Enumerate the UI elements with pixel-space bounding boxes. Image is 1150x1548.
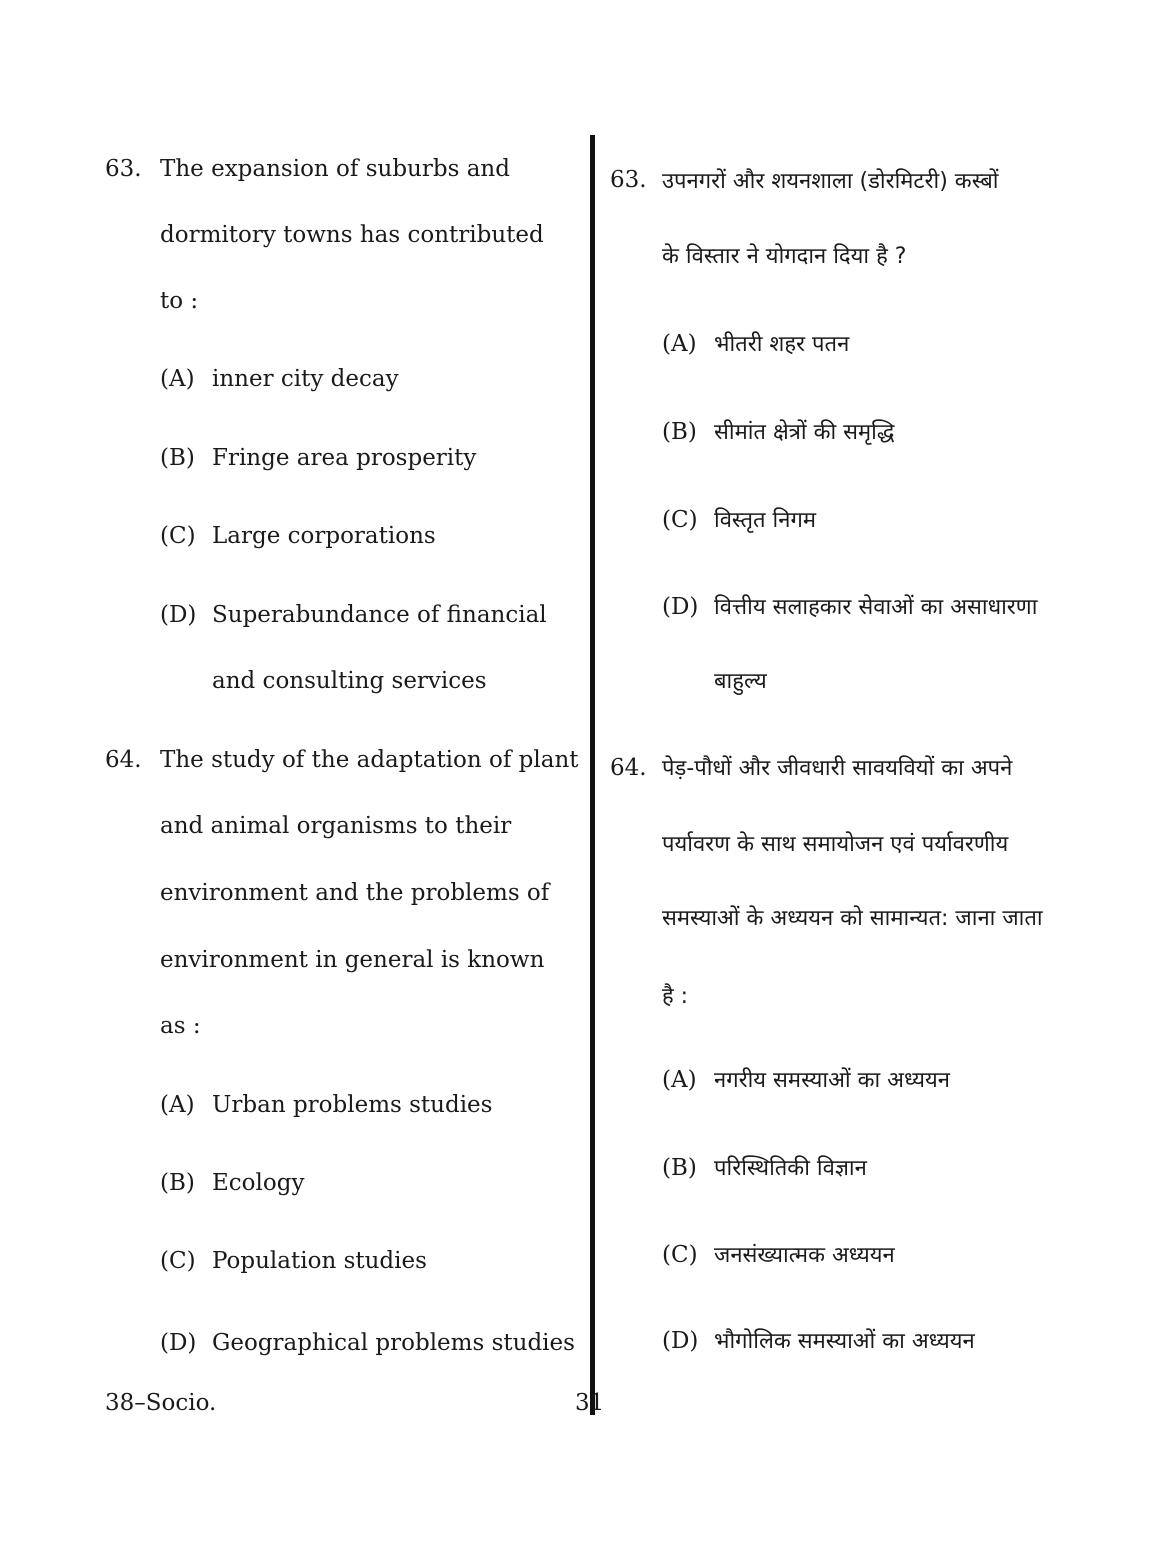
- option-label: (A): [160, 366, 195, 392]
- option-label: (C): [160, 1248, 196, 1274]
- option-c: [160, 1248, 427, 1274]
- option-text-continued: बाहुल्य: [714, 669, 767, 694]
- option-text: Population studies: [212, 1248, 427, 1274]
- option-label: (D): [662, 594, 699, 620]
- question-number: 64.: [610, 755, 647, 781]
- option-text: Urban problems studies: [212, 1092, 493, 1118]
- option-text: वित्तीय सलाहकार सेवाओं का असाधारणा: [714, 595, 1038, 620]
- option-d: [160, 1330, 575, 1356]
- option-text: Fringe area prosperity: [212, 445, 477, 471]
- question-text: उपनगरों और शयनशाला (डोरमिटरी) कस्बों: [662, 169, 999, 194]
- question-number: 63.: [105, 156, 142, 182]
- option-c: [662, 1239, 895, 1269]
- option-label: (C): [662, 507, 698, 533]
- option-text: भीतरी शहर पतन: [714, 332, 850, 357]
- option-a: [662, 328, 849, 358]
- option-text: Large corporations: [212, 523, 436, 549]
- question-number: 63.: [610, 167, 647, 193]
- option-b: [160, 445, 476, 471]
- option-c: [160, 523, 436, 549]
- option-label: (D): [662, 1328, 699, 1354]
- option-label: (A): [662, 1067, 697, 1093]
- option-label: (C): [662, 1242, 698, 1268]
- question-text: पर्यावरण के साथ समायोजन एवं पर्यावरणीय: [662, 832, 1009, 857]
- question-text: as :: [160, 1013, 201, 1039]
- hindi-column: [610, 0, 1090, 1548]
- option-d: [662, 591, 1037, 621]
- option-label: (B): [160, 445, 195, 471]
- option-text: जनसंख्यात्मक अध्ययन: [714, 1243, 895, 1268]
- option-text: परिस्थितिकी विज्ञान: [714, 1156, 867, 1181]
- option-text: Geographical problems studies: [212, 1330, 575, 1356]
- option-b: [662, 416, 894, 446]
- option-label: (B): [662, 419, 697, 445]
- option-label: (D): [160, 1330, 197, 1356]
- question-text: environment in general is known: [160, 947, 545, 973]
- option-label: (B): [662, 1155, 697, 1181]
- option-d: [662, 1325, 975, 1355]
- question-text: dormitory towns has contributed: [160, 222, 544, 248]
- option-label: (B): [160, 1170, 195, 1196]
- question-text: पेड़-पौधों और जीवधारी सावयवियों का अपने: [662, 756, 1013, 781]
- english-column: [105, 0, 580, 1548]
- option-c: [662, 504, 816, 534]
- option-label: (A): [662, 331, 697, 357]
- option-label: (A): [160, 1092, 195, 1118]
- option-d: [160, 602, 547, 628]
- page-number: 31: [575, 1390, 605, 1416]
- question-text: environment and the problems of: [160, 880, 550, 906]
- option-label: (C): [160, 523, 196, 549]
- option-a: [160, 366, 399, 392]
- question-number: 64.: [105, 747, 142, 773]
- option-b: [160, 1170, 304, 1196]
- option-text-continued: and consulting services: [212, 668, 487, 694]
- option-text: Ecology: [212, 1170, 305, 1196]
- question-text: समस्याओं के अध्ययन को सामान्यत: जाना जाता: [662, 906, 1043, 931]
- option-text: सीमांत क्षेत्रों की समृद्धि: [714, 420, 895, 445]
- option-b: [662, 1152, 867, 1182]
- question-text: के विस्तार ने योगदान दिया है ?: [662, 244, 907, 269]
- option-label: (D): [160, 602, 197, 628]
- option-text: भौगोलिक समस्याओं का अध्ययन: [714, 1329, 975, 1354]
- question-text: to :: [160, 288, 199, 314]
- option-text: विस्तृत निगम: [714, 508, 817, 533]
- option-text: Superabundance of financial: [212, 602, 547, 628]
- question-text: and animal organisms to their: [160, 813, 512, 839]
- paper-code: 38–Socio.: [105, 1390, 217, 1416]
- option-text: नगरीय समस्याओं का अध्ययन: [714, 1068, 950, 1093]
- option-text: inner city decay: [212, 366, 399, 392]
- question-text: The study of the adaptation of plant: [160, 747, 579, 773]
- question-text: The expansion of suburbs and: [160, 156, 510, 182]
- option-a: [160, 1092, 492, 1118]
- column-divider: [590, 135, 595, 1415]
- option-a: [662, 1064, 950, 1094]
- question-text: है :: [662, 984, 689, 1009]
